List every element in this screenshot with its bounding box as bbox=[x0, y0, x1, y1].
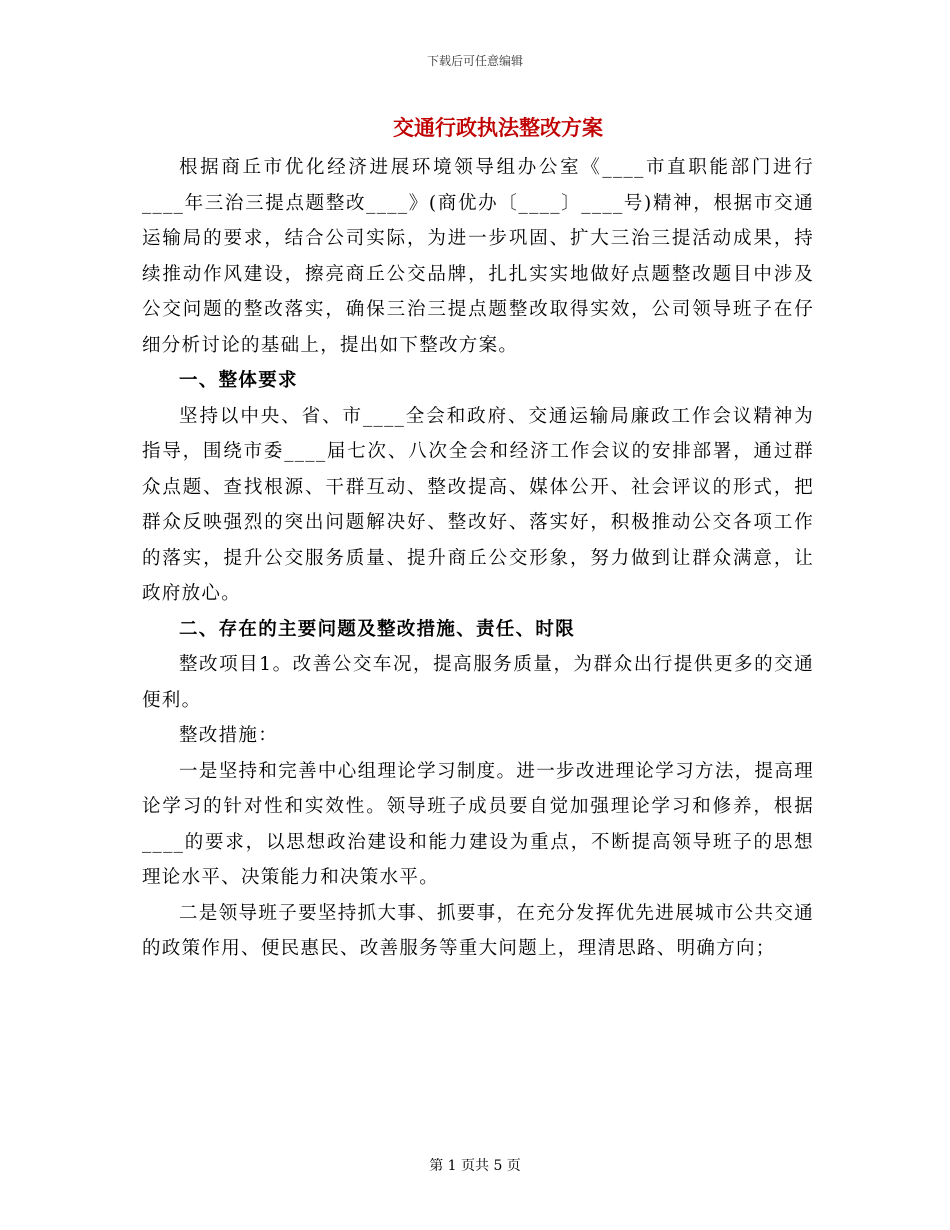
paragraph-measure-1: 一是坚持和完善中心组理论学习制度。进一步改进理论学习方法，提高理论学习的针对性和实效性。领导班子成员要自觉加强理论学习和修养，根据____的要求，以思想政治建设和能力建设为重点，不断提高领导班子的思想理论水平、决策能力和决策水平。 bbox=[142, 760, 814, 888]
section-heading-1: 一、整体要求 bbox=[179, 370, 298, 391]
paragraph-intro: 根据商丘市优化经济进展环境领导组办公室《____市直职能部门进行____年三治三提点题整改____》(商优办〔____〕____号)精神，根据市交通运输局的要求，结合公司实际，为进一步巩固、扩大三治三提活动成果，持续推动作风建设，擦亮商丘公交品牌，扎扎实实地做好点题整改题目中涉及公交问题的整改落实，确保三治三提点题整改取得实效，公司领导班子在仔细分析讨论的基础上，提出如下整改方案。 bbox=[142, 157, 814, 356]
paragraph-overall-requirements: 坚持以中央、省、市____全会和政府、交通运输局廉政工作会议精神为指导，围绕市委____届七次、八次全会和经济工作会议的安排部署，通过群众点题、查找根源、干群互动、整改提高、媒体公开、社会评议的形式，把群众反映强烈的突出问题解决好、整改好、落实好，积极推动公交各项工作的落实，提升公交服务质量、提升商丘公交形象，努力做到让群众满意，让政府放心。 bbox=[142, 405, 814, 604]
page-number: 第 1 页共 5 页 bbox=[429, 1158, 521, 1174]
paragraph-measures-label: 整改措施： bbox=[179, 725, 279, 746]
section-heading-2: 二、存在的主要问题及整改措施、责任、时限 bbox=[179, 618, 576, 640]
document-body bbox=[142, 150, 814, 967]
paragraph-measure-2: 二是领导班子要坚持抓大事、抓要事，在充分发挥优先进展城市公共交通的政策作用、便民惠民、改善服务等重大问题上，理清思路、明确方向； bbox=[142, 902, 814, 959]
page-header-note: 下载后可任意编辑 bbox=[426, 54, 523, 68]
document-title-wrap bbox=[0, 113, 950, 143]
paragraph-rectification-item-1: 整改项目1。改善公交车况，提高服务质量，为群众出行提供更多的交通便利。 bbox=[142, 654, 814, 711]
document-title: 交通行政执法整改方案 bbox=[393, 115, 603, 140]
